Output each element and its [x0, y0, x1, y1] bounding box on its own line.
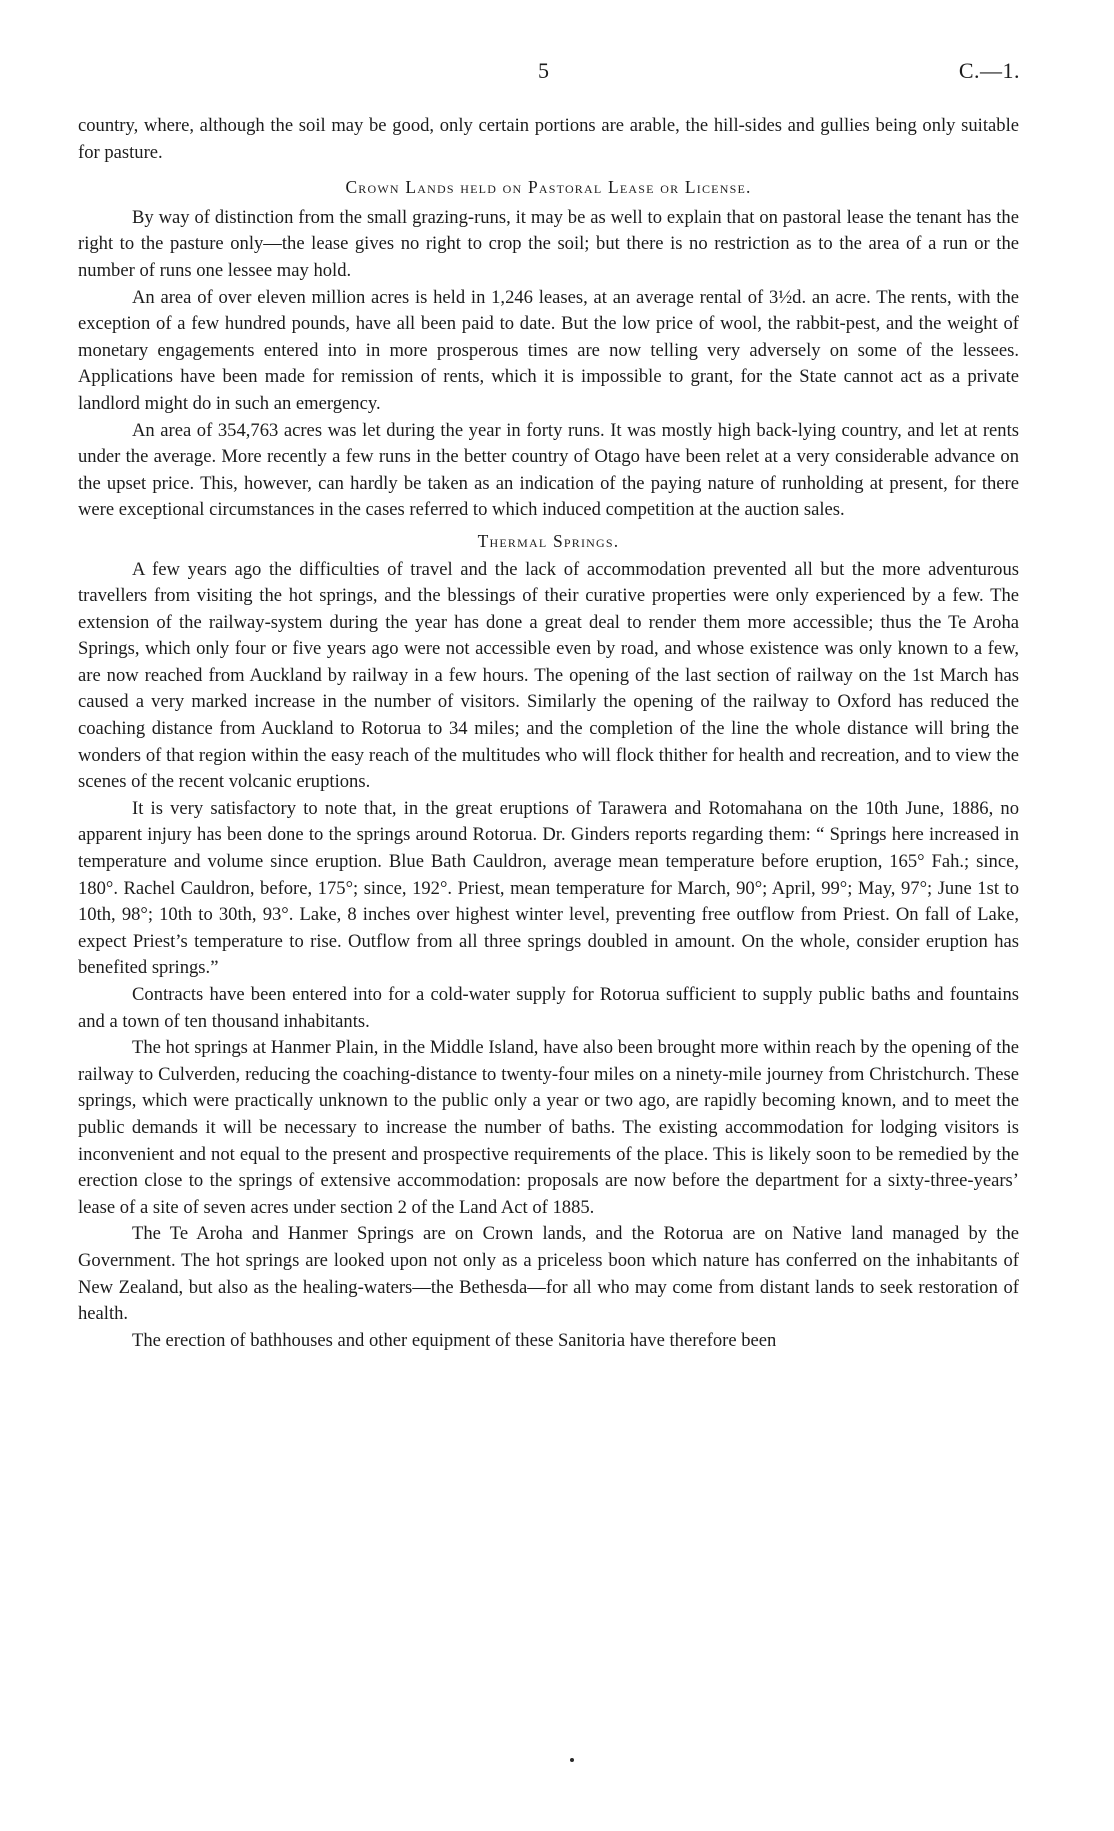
paragraph: By way of distinction from the small grazing-runs, it may be as well to explain that on pastoral lease the tenant has the right to the pasture only—the lease gives no right to crop the soil; but there is no restriction as to the area of a run or the number of runs one lessee may hold. — [78, 206, 1019, 281]
paragraph: A few years ago the difficulties of travel and the lack of accommodation prevented all but the more adventurous travellers from visiting the hot springs, and the blessings of their curative properties were only experienced by a few. The extension of the railway-system during the year has done a great deal to render them more accessible; thus the Te Aroha Springs, which only four or five years ago were not accessible even by road, and whose existence was only known to a few, are now reached from Auckland by railway in a few hours. The opening of the last section of railway on the 1st March has caused a very marked increase in the number of visitors. Similarly the opening of the railway to Oxford has reduced the coaching distance from Auckland to Rotorua to 34 miles; and the completion of the line the whole distance will bring the wonders of that region within the easy reach of the multitudes who will flock thither for health and recreation, and to view the scenes of the recent volcanic eruptions. — [78, 558, 1019, 793]
paragraph: It is very satisfactory to note that, in the great eruptions of Tarawera and Rotomahana on the 10th June, 1886, no apparent injury has been done to the springs around Rotorua. Dr. Ginders reports regarding them: “ Springs here increased in temperature and volume since eruption. Blue Bath Cauldron, average mean temperature before eruption, 165° Fah.; since, 180°. Rachel Cauldron, before, 175°; since, 192°. Priest, mean temperature for March, 90°; April, 99°; May, 97°; June 1st to 10th, 98°; 10th to 30th, 93°. Lake, 8 inches over highest winter level, preventing free outflow from Priest. On fall of Lake, expect Priest’s temperature to rise. Outflow from all three springs doubled in amount. On the whole, consider eruption has benefited springs.” — [78, 797, 1019, 979]
page-number: 5 — [538, 58, 549, 83]
paragraph: The hot springs at Hanmer Plain, in the Middle Island, have also been brought more within reach by the opening of the railway to Culverden, reducing the coaching-distance to twenty-four miles on a ninety-mile journey from Christchurch. These springs, which were practically unknown to the public only a year or two ago, are rapidly becoming known, and to meet the public demands it will be necessary to increase the number of baths. The existing accommodation for lodging visitors is inconvenient and not equal to the present and prospective requirements of the place. This is likely soon to be remedied by the erection close to the springs of extensive accommodation: proposals are now before the department for a sixty-three-years’ lease of a site of seven acres under section 2 of the Land Act of 1885. — [78, 1037, 1019, 1218]
paragraph: Contracts have been entered into for a cold-water supply for Rotorua sufficient to supply public baths and fountains and a town of ten thousand inhabitants. — [78, 984, 1019, 1032]
page-header — [0, 58, 1114, 88]
ink-dot — [570, 1758, 574, 1762]
document-reference: C.—1. — [958, 58, 1020, 83]
section-heading-crown-lands: Crown Lands held on Pastoral Lease or License. — [345, 177, 752, 198]
section-heading-thermal-springs: Thermal Springs. — [477, 530, 620, 551]
paragraph-continuation: country, where, although the soil may be good, only certain portions are arable, the hill-sides and gullies being only suitable for pasture. — [78, 115, 1019, 163]
paragraph: The erection of bathhouses and other equipment of these Sanitoria have therefore been — [132, 1329, 777, 1351]
paragraph: An area of 354,763 acres was let during the year in forty runs. It was mostly high back-lying country, and let at rents under the average. More recently a few runs in the better country of Otago have been relet at a very considerable advance on the upset price. This, however, can hardly be taken as an indication of the paying nature of runholding at present, for there were exceptional circumstances in the cases referred to which induced competition at the auction sales. — [78, 419, 1019, 521]
body-text — [78, 113, 1019, 1354]
paragraph: The Te Aroha and Hanmer Springs are on Crown lands, and the Rotorua are on Native land managed by the Government. The hot springs are looked upon not only as a priceless boon which nature has conferred on the inhabitants of New Zealand, but also as the healing-waters—the Bethesda—for all who may come from distant lands to seek restoration of health. — [78, 1223, 1019, 1325]
paragraph: An area of over eleven million acres is held in 1,246 leases, at an average rental of 3½d. an acre. The rents, with the exception of a few hundred pounds, have all been paid to date. But the low price of wool, the rabbit-pest, and the weight of monetary engagements entered into in more prosperous times are now telling very adversely on some of the lessees. Applications have been made for remission of rents, which it is impossible to grant, for the State cannot act as a private landlord might do in such an emergency. — [78, 286, 1019, 414]
